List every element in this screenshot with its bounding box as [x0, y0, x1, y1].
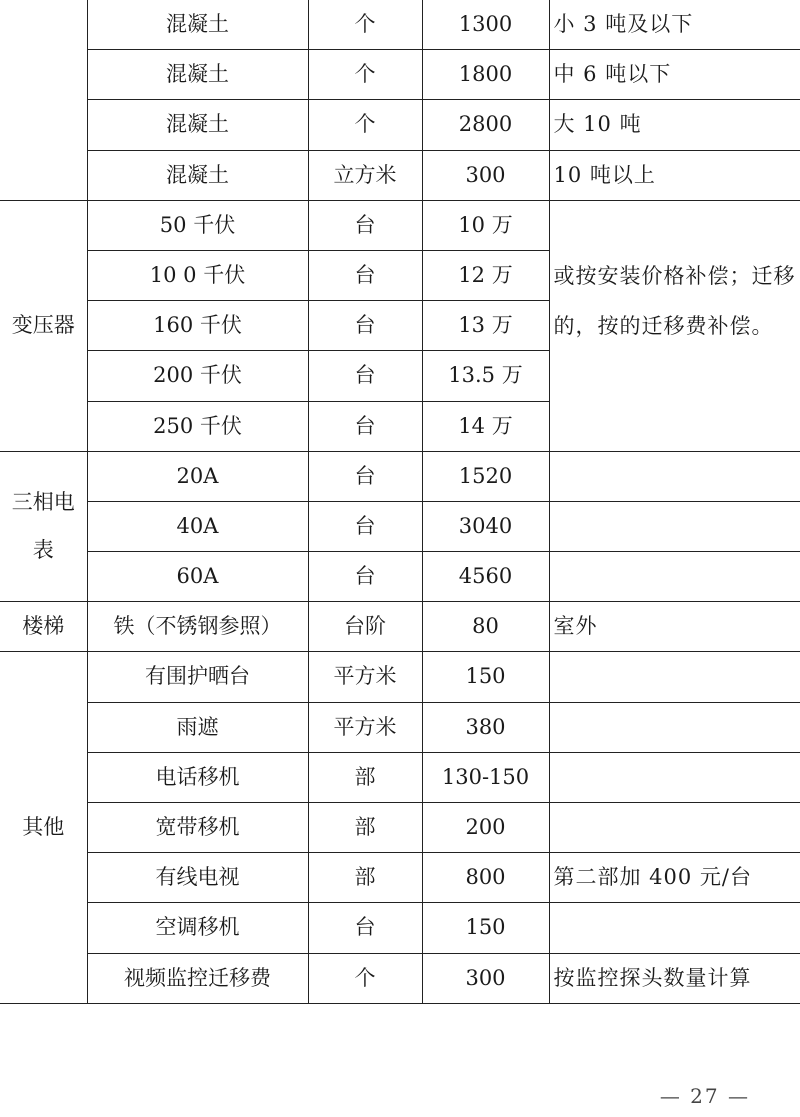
- page-footer: [0, 1084, 800, 1108]
- unit-cell: 部: [308, 803, 422, 853]
- category-cell-continued: [0, 0, 87, 200]
- unit-cell: 平方米: [308, 702, 422, 752]
- note-cell: 10 吨以上: [549, 150, 800, 200]
- table-row: [0, 200, 800, 250]
- item-cell: 铁（不锈钢参照）: [87, 602, 308, 652]
- unit-cell: 台: [308, 501, 422, 551]
- unit-cell: 个: [308, 100, 422, 150]
- note-cell: 中 6 吨以下: [549, 50, 800, 100]
- unit-cell: 台阶: [308, 602, 422, 652]
- price-cell: 1300: [422, 0, 549, 50]
- price-cell: 150: [422, 652, 549, 702]
- item-cell: 空调移机: [87, 903, 308, 953]
- category-other: 其他: [0, 652, 87, 1003]
- unit-cell: 台: [308, 301, 422, 351]
- unit-cell: 立方米: [308, 150, 422, 200]
- note-cell: [549, 903, 800, 953]
- note-cell: 室外: [549, 602, 800, 652]
- note-cell: 大 10 吨: [549, 100, 800, 150]
- price-cell: 800: [422, 853, 549, 903]
- price-cell: 80: [422, 602, 549, 652]
- item-cell: 10 0 千伏: [87, 250, 308, 300]
- table-row: [0, 501, 800, 551]
- table-row: [0, 0, 800, 50]
- item-cell: 50 千伏: [87, 200, 308, 250]
- note-cell: [549, 752, 800, 802]
- table-row: [0, 903, 800, 953]
- transformer-note: [549, 200, 800, 451]
- unit-cell: 台: [308, 903, 422, 953]
- unit-cell: 台: [308, 200, 422, 250]
- transformer-note-text: 或按安装价格补偿；迁移的，按的迁移费补偿。: [553, 263, 796, 338]
- note-cell: [549, 803, 800, 853]
- item-cell: 混凝土: [87, 150, 308, 200]
- table-row: [0, 50, 800, 100]
- category-meter: [0, 451, 87, 602]
- table-row: [0, 451, 800, 501]
- item-cell: 40A: [87, 501, 308, 551]
- item-cell: 200 千伏: [87, 351, 308, 401]
- unit-cell: 个: [308, 0, 422, 50]
- note-cell: [549, 501, 800, 551]
- note-cell: [549, 652, 800, 702]
- table-row: [0, 953, 800, 1003]
- price-cell: 1800: [422, 50, 549, 100]
- table-row: [0, 853, 800, 903]
- unit-cell: 台: [308, 401, 422, 451]
- note-cell: [549, 451, 800, 501]
- item-cell: 60A: [87, 552, 308, 602]
- note-cell: 第二部加 400 元/台: [549, 853, 800, 903]
- item-cell: 有线电视: [87, 853, 308, 903]
- note-cell: 小 3 吨及以下: [549, 0, 800, 50]
- unit-cell: 个: [308, 50, 422, 100]
- item-cell: 250 千伏: [87, 401, 308, 451]
- price-cell: 14 万: [422, 401, 549, 451]
- note-cell: [549, 552, 800, 602]
- price-cell: 12 万: [422, 250, 549, 300]
- table-row: [0, 552, 800, 602]
- item-cell: 混凝土: [87, 100, 308, 150]
- table-row: [0, 602, 800, 652]
- item-cell: 20A: [87, 451, 308, 501]
- price-cell: 10 万: [422, 200, 549, 250]
- item-cell: 有围护晒台: [87, 652, 308, 702]
- category-stairs: 楼梯: [0, 602, 87, 652]
- price-cell: 1520: [422, 451, 549, 501]
- table-row: [0, 100, 800, 150]
- item-cell: 视频监控迁移费: [87, 953, 308, 1003]
- item-cell: 160 千伏: [87, 301, 308, 351]
- page-number: — 27 —: [659, 1084, 750, 1108]
- price-cell: 150: [422, 903, 549, 953]
- price-cell: 4560: [422, 552, 549, 602]
- price-cell: 13 万: [422, 301, 549, 351]
- price-cell: 130-150: [422, 752, 549, 802]
- unit-cell: 部: [308, 853, 422, 903]
- unit-cell: 个: [308, 953, 422, 1003]
- unit-cell: 平方米: [308, 652, 422, 702]
- price-cell: 300: [422, 953, 549, 1003]
- note-cell: 按监控探头数量计算: [549, 953, 800, 1003]
- table-row: [0, 752, 800, 802]
- unit-cell: 台: [308, 250, 422, 300]
- price-cell: 200: [422, 803, 549, 853]
- price-cell: 13.5 万: [422, 351, 549, 401]
- item-cell: 混凝土: [87, 50, 308, 100]
- unit-cell: 台: [308, 552, 422, 602]
- table-row: [0, 150, 800, 200]
- note-cell: [549, 702, 800, 752]
- unit-cell: 台: [308, 451, 422, 501]
- category-meter-text: 三相电表: [11, 490, 75, 563]
- unit-cell: 台: [308, 351, 422, 401]
- item-cell: 宽带移机: [87, 803, 308, 853]
- price-cell: 300: [422, 150, 549, 200]
- price-cell: 380: [422, 702, 549, 752]
- category-transformer: 变压器: [0, 200, 87, 451]
- table-row: [0, 702, 800, 752]
- item-cell: 混凝土: [87, 0, 308, 50]
- item-cell: 雨遮: [87, 702, 308, 752]
- table-row: [0, 652, 800, 702]
- table-row: [0, 803, 800, 853]
- price-cell: 3040: [422, 501, 549, 551]
- price-cell: 2800: [422, 100, 549, 150]
- item-cell: 电话移机: [87, 752, 308, 802]
- unit-cell: 部: [308, 752, 422, 802]
